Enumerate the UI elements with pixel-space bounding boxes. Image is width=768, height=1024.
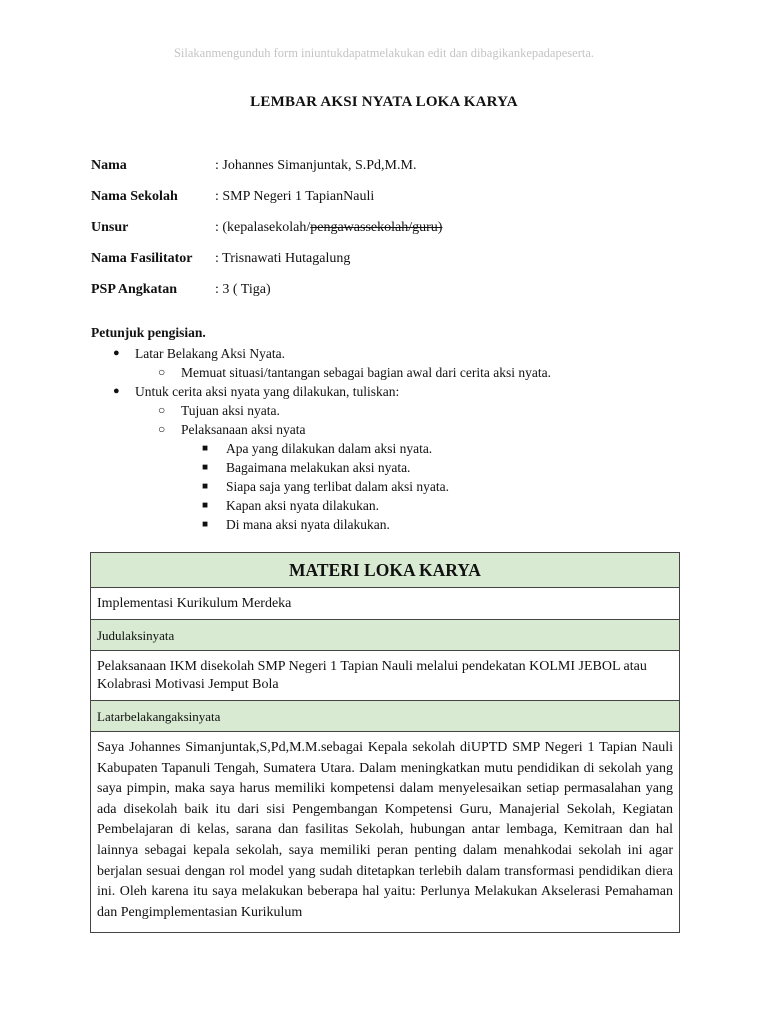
field-nama-fasilitator — [91, 251, 691, 282]
field-value: : Trisnawati Hutagalung — [215, 251, 351, 266]
page-title: LEMBAR AKSI NYATA LOKA KARYA — [250, 94, 518, 110]
judul-text: Pelaksanaan IKM disekolah SMP Negeri 1 Tapian Nauli melalui pendekatan KOLMI JEBOL atau Kolabrasi Motivasi Jemput Bola — [91, 651, 679, 701]
list-item-text: Kapan aksi nyata dilakukan. — [226, 498, 379, 513]
bullet-square-icon: ■ — [202, 481, 209, 492]
list-item-text: Pelaksanaan aksi nyata — [181, 422, 306, 437]
field-nama — [91, 158, 691, 189]
field-label: Unsur — [91, 220, 129, 235]
latar-label: Latarbelakangaksinyata — [91, 701, 679, 732]
list-item — [91, 458, 711, 477]
list-item-text: Bagaimana melakukan aksi nyata. — [226, 460, 411, 475]
bullet-square-icon: ■ — [202, 443, 209, 454]
list-item — [91, 344, 711, 363]
field-value: : 3 ( Tiga) — [215, 282, 271, 297]
list-item — [91, 363, 711, 382]
field-psp-angkatan — [91, 282, 691, 313]
identity-fields — [91, 158, 691, 313]
materi-table — [90, 552, 680, 933]
field-label: Nama — [91, 158, 127, 173]
judul-label: Judulaksinyata — [91, 620, 679, 651]
bullet-disc-icon: ● — [113, 385, 120, 397]
list-item-text: Siapa saja yang terlibat dalam aksi nyata. — [226, 479, 450, 494]
unsur-selected: : (kepalasekolah/ — [215, 220, 311, 235]
bullet-square-icon: ■ — [202, 500, 209, 511]
list-item — [91, 515, 711, 534]
list-item-text: Di mana aksi nyata dilakukan. — [226, 517, 390, 532]
list-item-text: Untuk cerita aksi nyata yang dilakukan, tuliskan: — [135, 384, 400, 399]
watermark-text: Silakanmengunduh form iniuntukdapatmelakukan edit dan dibagikankepadapeserta. — [173, 46, 594, 60]
field-unsur — [91, 220, 691, 251]
list-item — [91, 439, 711, 458]
materi-heading: MATERI LOKA KARYA — [91, 553, 679, 588]
list-item-text: Tujuan aksi nyata. — [181, 403, 280, 418]
list-item-text: Memuat situasi/tantangan sebagai bagian awal dari cerita aksi nyata. — [181, 365, 551, 380]
bullet-circle-icon: ○ — [158, 365, 166, 379]
field-label: Nama Fasilitator — [91, 251, 193, 266]
list-item-text: Apa yang dilakukan dalam aksi nyata. — [226, 441, 433, 456]
list-item — [91, 382, 711, 401]
field-value — [215, 220, 442, 236]
list-item — [91, 477, 711, 496]
field-value: : SMP Negeri 1 TapianNauli — [215, 189, 375, 204]
list-item — [91, 401, 711, 420]
field-nama-sekolah — [91, 189, 691, 220]
bullet-circle-icon: ○ — [158, 403, 166, 417]
bullet-square-icon: ■ — [202, 519, 209, 530]
bullet-circle-icon: ○ — [158, 422, 166, 436]
list-item — [91, 496, 711, 515]
instructions-list — [91, 344, 711, 534]
field-label: Nama Sekolah — [91, 189, 178, 204]
bullet-disc-icon: ● — [113, 347, 120, 359]
latar-text: Saya Johannes Simanjuntak,S,Pd,M.M.sebagai Kepala sekolah diUPTD SMP Negeri 1 Tapian Nauli Kabupaten Tapanuli Tengah, Sumatera Utara. Dalam meningkatkan mutu pendidikan di sekolah yang saya pimpin, maka saya harus memiliki kompetensi dalam menyelesaikan setiap permasalahan yang ada disekolah baik itu dari sisi Pengembangan Kompetensi Guru, Manajerial Sekolah, Kegiatan Pembelajaran di kelas, sarana dan fasilitas Sekolah, hubungan antar lembaga, Kemitraan dan hal lainnya sebagai kepala sekolah, saya memiliki peran penting dalam menahkodai sekolah ini agar berjalan sesuai dengan rol model yang sudah ditetapkan terlebih dalam transformasi pendidikan diera ini. Oleh karena itu saya melakukan beberapa hal yaitu: Perlunya Melakukan Akselerasi Pemahaman dan Pengimplementasian Kurikulum — [97, 740, 673, 920]
field-label: PSP Angkatan — [91, 282, 177, 297]
bullet-square-icon: ■ — [202, 462, 209, 473]
field-value: : Johannes Simanjuntak, S.Pd,M.M. — [215, 158, 417, 173]
list-item — [91, 420, 711, 439]
instructions-heading: Petunjuk pengisian. — [91, 325, 206, 340]
instructions — [91, 325, 711, 534]
unsur-struck-options: pengawassekolah/guru) — [310, 220, 443, 235]
list-item-text: Latar Belakang Aksi Nyata. — [135, 346, 285, 361]
materi-topic: Implementasi Kurikulum Merdeka — [91, 588, 679, 620]
